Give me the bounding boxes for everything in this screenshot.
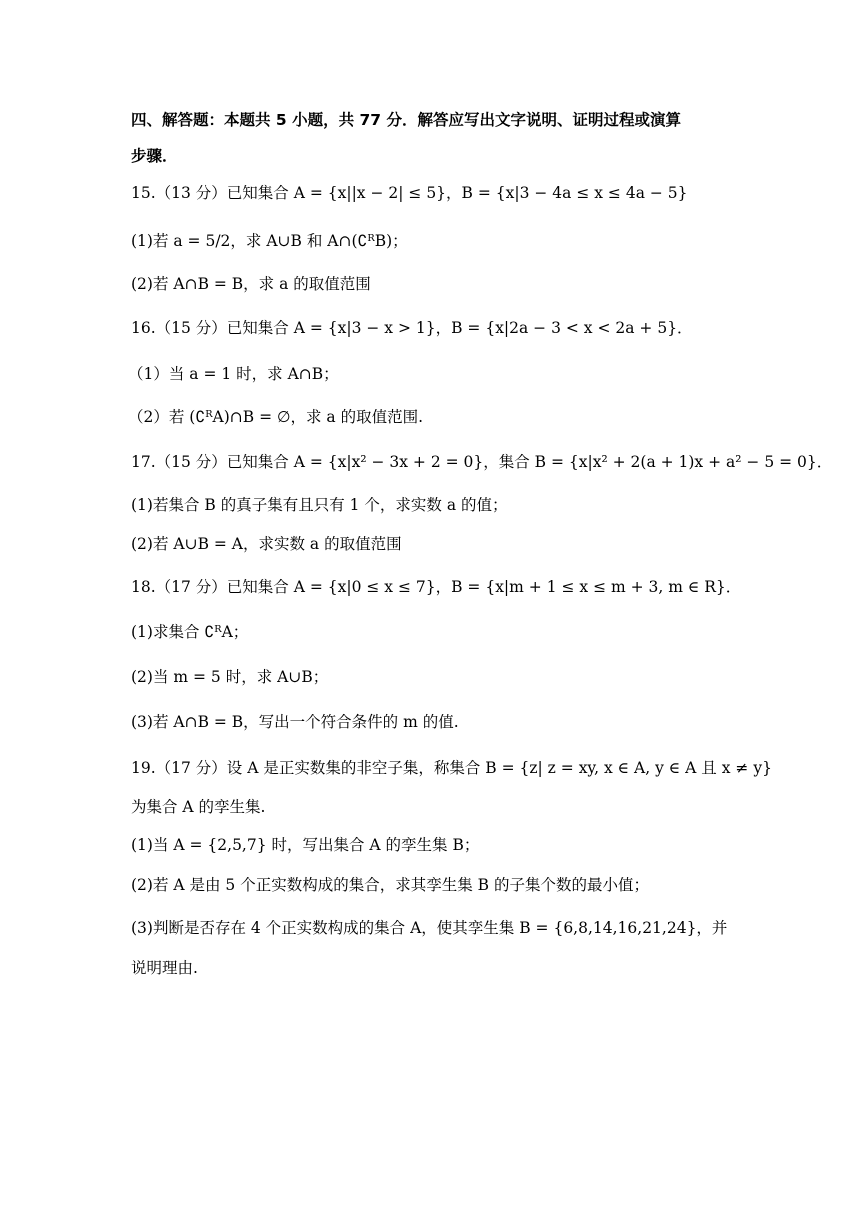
problem-19-part-2: (2)若 A 是由 5 个正实数构成的集合，求其孪生集 B 的子集个数的最小值； xyxy=(131,876,649,894)
problem-17-part-2: (2)若 A∪B = A，求实数 a 的取值范围 xyxy=(131,535,402,553)
problem-18-part-2: (2)当 m = 5 时，求 A∪B； xyxy=(131,668,329,686)
problem-19-part-1: (1)当 A = {2,5,7} 时，写出集合 A 的孪生集 B； xyxy=(131,836,480,854)
problem-19-part-3: (3)判断是否存在 4 个正实数构成的集合 A，使其孪生集 B = {6,8,14,16,21,24}，并 xyxy=(131,919,728,937)
section-heading-line-1: 四、解答题：本题共 5 小题，共 77 分．解答应写出文字说明、证明过程或演算 xyxy=(131,111,681,129)
problem-15-stem: 15.（13 分）已知集合 A = {x||x − 2| ≤ 5}，B = {x|3 − 4a ≤ x ≤ 4a − 5} xyxy=(131,184,688,202)
problem-17-part-1: (1)若集合 B 的真子集有且只有 1 个，求实数 a 的值； xyxy=(131,496,508,514)
problem-19-part-3-cont: 说明理由. xyxy=(131,959,198,977)
problem-16-part-2: （2）若 (∁ᴿA)∩B = ∅，求 a 的取值范围. xyxy=(128,408,424,426)
problem-18-part-3: (3)若 A∩B = B，写出一个符合条件的 m 的值. xyxy=(131,713,459,731)
problem-15-part-1: (1)若 a = 5/2，求 A∪B 和 A∩(∁ᴿB)； xyxy=(131,232,408,250)
problem-16-part-1: （1）当 a = 1 时，求 A∩B； xyxy=(128,365,339,383)
problem-19-stem-cont: 为集合 A 的孪生集. xyxy=(131,798,266,816)
section-heading-line-2: 步骤． xyxy=(131,147,178,165)
problem-19-stem: 19.（17 分）设 A 是正实数集的非空子集，称集合 B = {z| z = xy, x ∈ A, y ∈ A 且 x ≠ y} xyxy=(131,759,772,777)
problem-17-stem: 17.（15 分）已知集合 A = {x|x² − 3x + 2 = 0}，集合 B = {x|x² + 2(a + 1)x + a² − 5 = 0}． xyxy=(131,453,833,471)
problem-18-part-1: (1)求集合 ∁ᴿA； xyxy=(131,623,249,641)
problem-18-stem: 18.（17 分）已知集合 A = {x|0 ≤ x ≤ 7}，B = {x|m + 1 ≤ x ≤ m + 3, m ∈ R}． xyxy=(131,578,742,596)
problem-15-part-2: (2)若 A∩B = B，求 a 的取值范围 xyxy=(131,275,371,293)
problem-16-stem: 16.（15 分）已知集合 A = {x|3 − x > 1}，B = {x|2a − 3 < x < 2a + 5}． xyxy=(131,319,693,337)
